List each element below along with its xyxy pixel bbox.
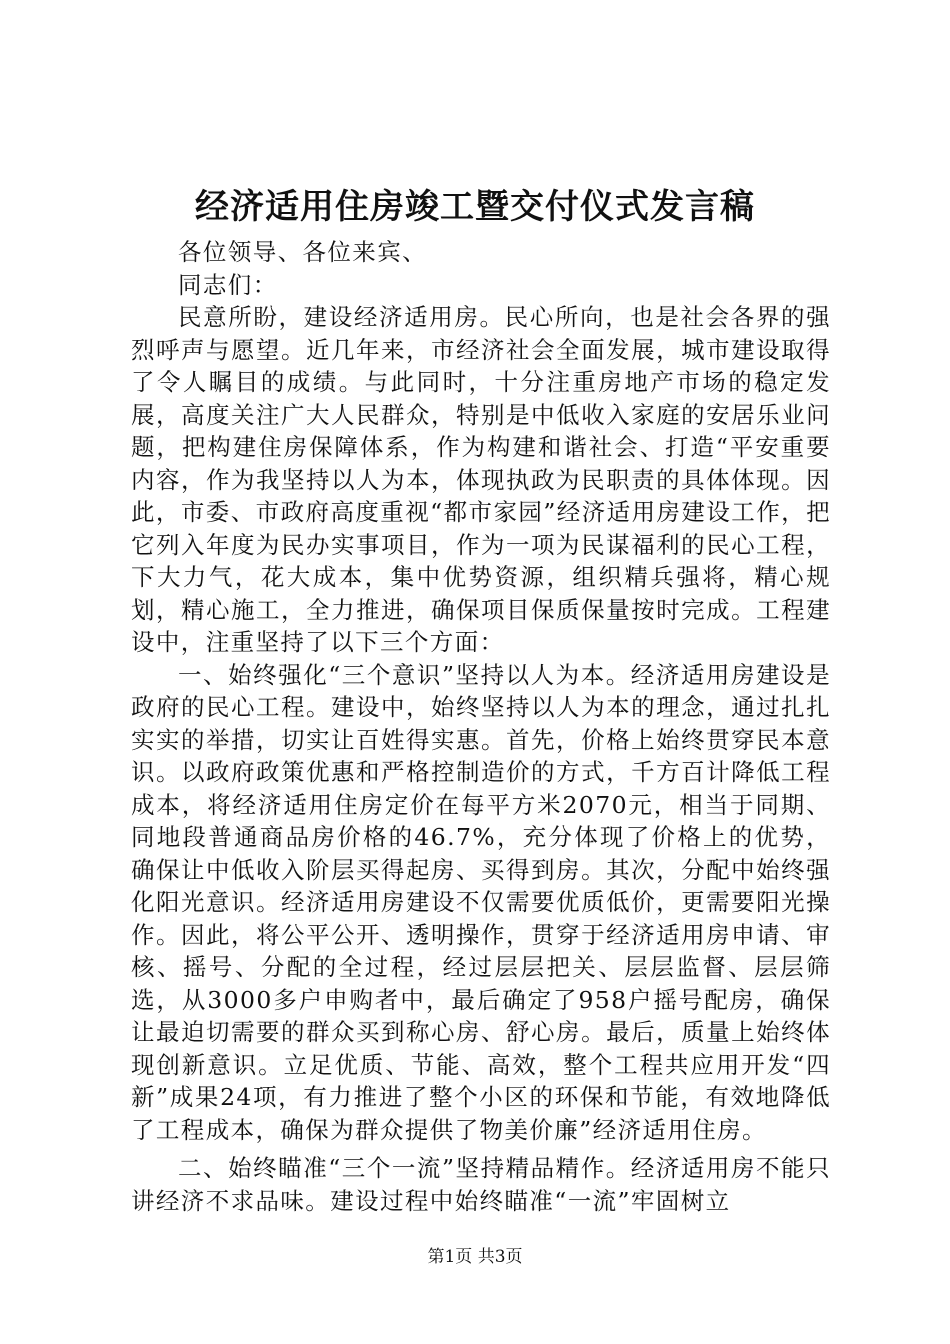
document-title: 经济适用住房竣工暨交付仪式发言稿	[195, 187, 755, 227]
document-body	[131, 236, 831, 1217]
page-number-footer: 第1页 共3页	[427, 1247, 523, 1267]
paragraph-section-1: 一、始终强化“三个意识”坚持以人为本。经济适用房建设是政府的民心工程。建设中，始终坚持以人为本的理念，通过扎扎实实的举措，切实让百姓得实惠。首先，价格上始终贯穿民本意识。以政府政策优惠和严格控制造价的方式，千方百计降低工程成本，将经济适用住房定价在每平方米2070元，相当于同期、同地段普通商品房价格的46.7%，充分体现了价格上的优势，确保让中低收入阶层买得起房、买得到房。其次，分配中始终强化阳光意识。经济适用房建设不仅需要优质低价，更需要阳光操作。因此，将公平公开、透明操作，贯穿于经济适用房申请、审核、摇号、分配的全过程，经过层层把关、层层监督、层层筛选，从3000多户申购者中，最后确定了958户摇号配房，确保让最迫切需要的群众买到称心房、舒心房。最后，质量上始终体现创新意识。立足优质、节能、高效，整个工程共应用开发“四新”成果24项，有力推进了整个小区的环保和节能，有效地降低了工程成本，确保为群众提供了物美价廉”经济适用住房。	[131, 660, 831, 1144]
paragraph-intro: 民意所盼，建设经济适用房。民心所向，也是社会各界的强烈呼声与愿望。近几年来，市经济社会全面发展，城市建设取得了令人瞩目的成绩。与此同时，十分注重房地产市场的稳定发展，高度关注广大人民群众，特别是中低收入家庭的安居乐业问题，把构建住房保障体系，作为构建和谐社会、打造“平安重要内容，作为我坚持以人为本，体现执政为民职责的具体体现。因此，市委、市政府高度重视“都市家园”经济适用房建设工作，把它列入年度为民办实事项目，作为一项为民谋福利的民心工程，下大力气，花大成本，集中优势资源，组织精兵强将，精心规划，精心施工，全力推进，确保项目保质保量按时完成。工程建设中，注重坚持了以下三个方面：	[131, 303, 831, 656]
paragraph-section-2: 二、始终瞄准“三个一流”坚持精品精作。经济适用房不能只讲经济不求品味。建设过程中始终瞄准“一流”牢固树立	[131, 1154, 831, 1215]
salutation-line-1: 各位领导、各位来宾、	[178, 238, 427, 266]
salutation-line-2: 同志们：	[178, 270, 278, 299]
